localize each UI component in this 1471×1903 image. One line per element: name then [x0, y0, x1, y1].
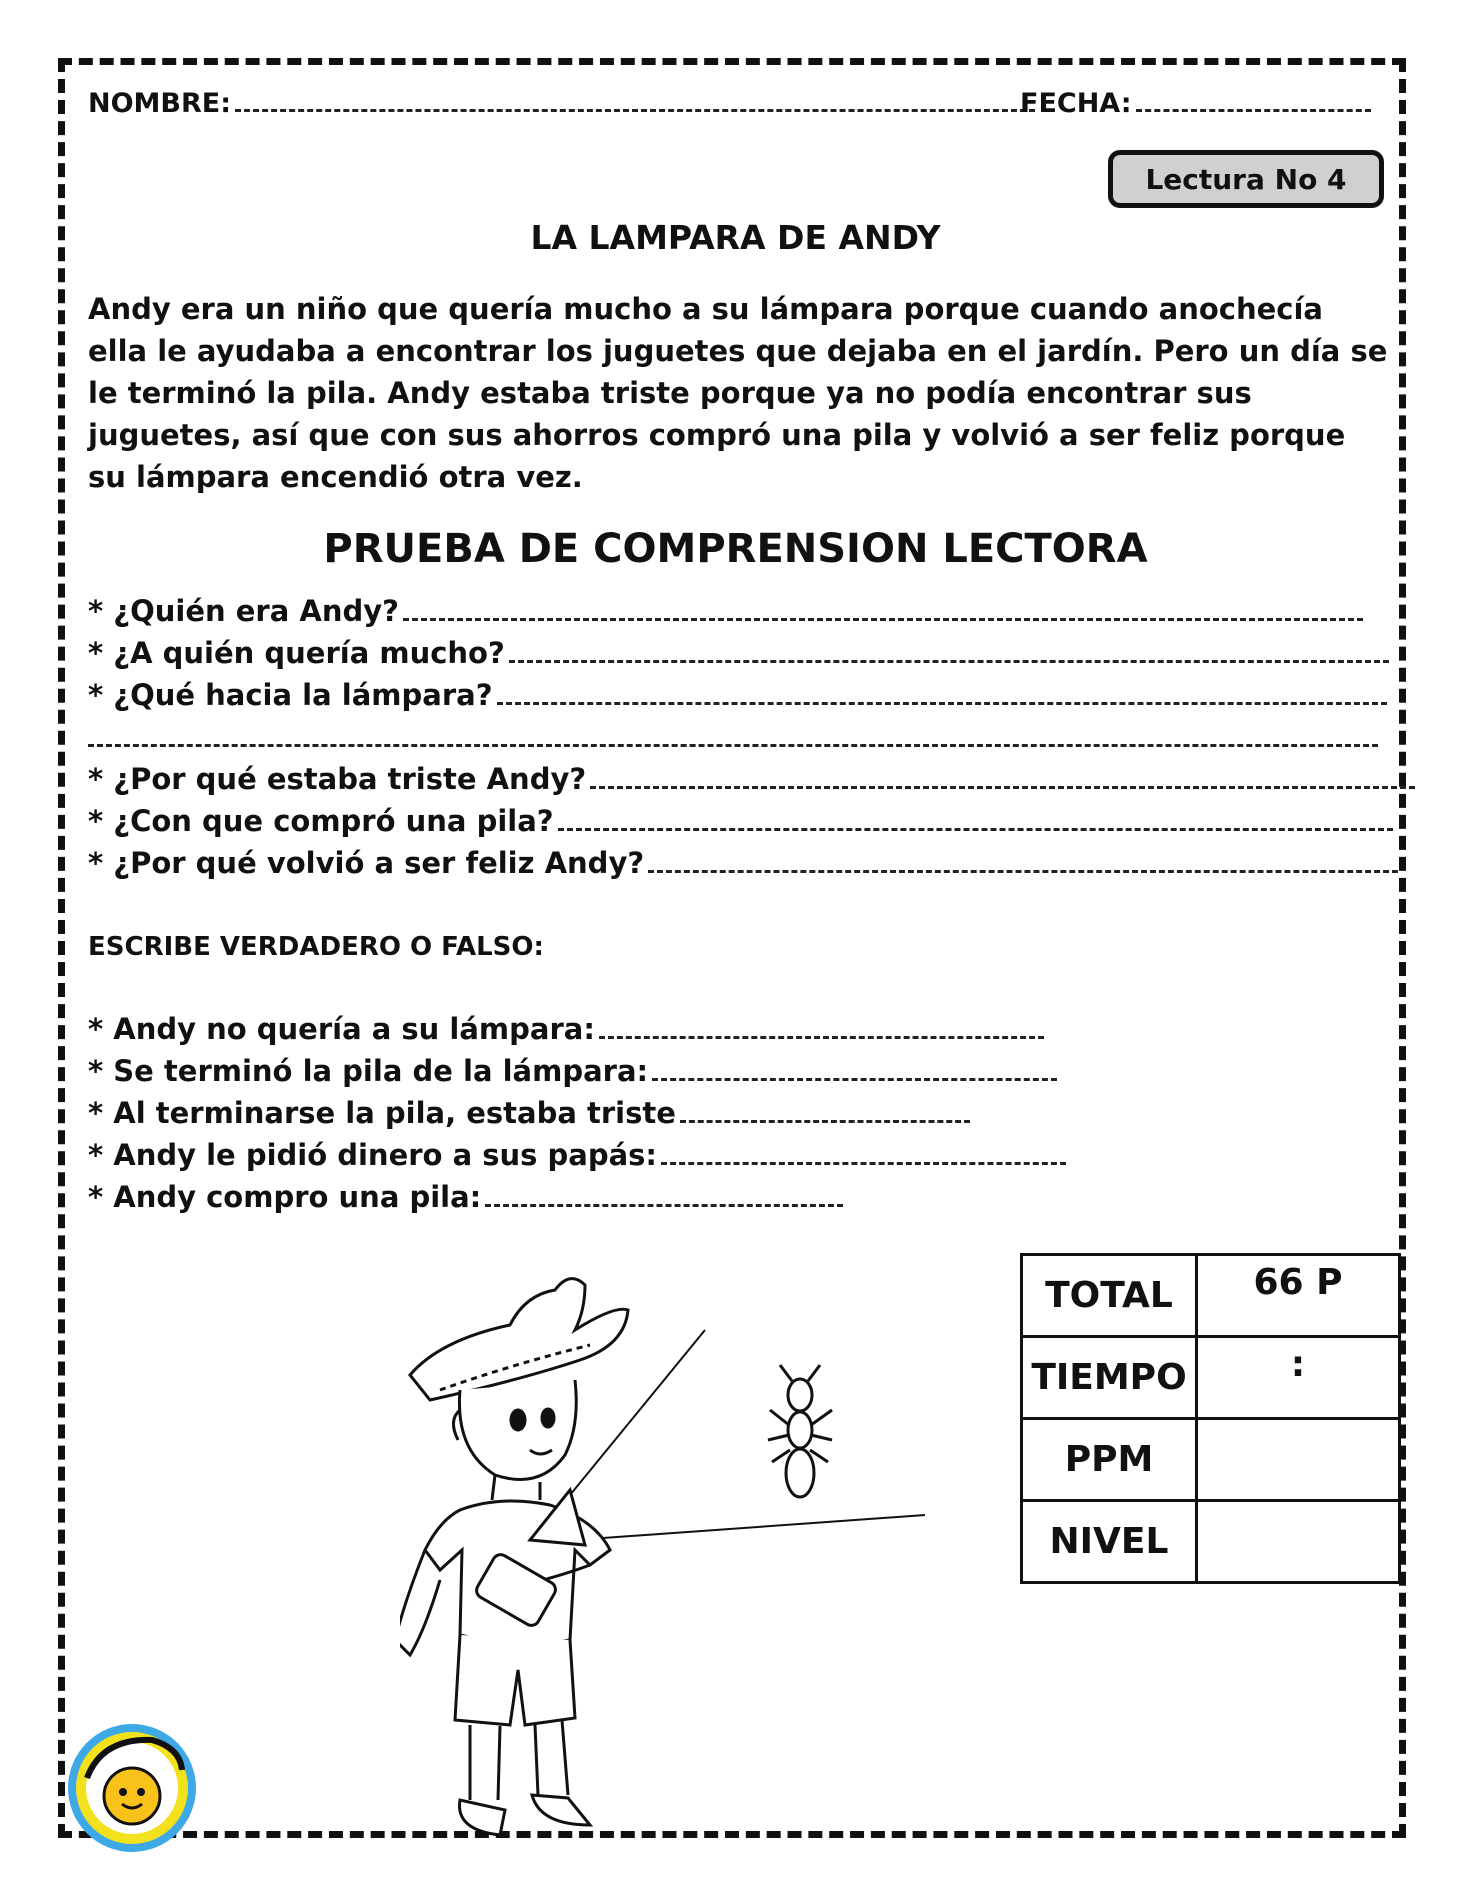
score-table — [1020, 1253, 1401, 1584]
tf-blank[interactable] — [652, 1078, 1057, 1081]
tf-text: * Andy le pidió dinero a sus papás: — [88, 1138, 658, 1172]
story-title: LA LAMPARA DE ANDY — [530, 218, 941, 257]
date-line[interactable] — [1020, 88, 1371, 119]
score-label: PPM — [1022, 1419, 1197, 1501]
name-blank[interactable] — [235, 109, 1035, 112]
bee-logo-icon — [62, 1718, 202, 1858]
question-text: * ¿Quién era Andy? — [88, 594, 399, 628]
answer-line-extra[interactable] — [88, 720, 1378, 754]
tf-item-4[interactable] — [88, 1138, 1066, 1172]
tf-text: * Al terminarse la pila, estaba triste — [88, 1096, 676, 1130]
tf-blank[interactable] — [599, 1036, 1044, 1039]
test-title: PRUEBA DE COMPRENSION LECTORA — [323, 526, 1148, 572]
name-line[interactable] — [88, 88, 1035, 119]
question-2[interactable] — [88, 636, 1389, 670]
tf-text: * Se terminó la pila de la lámpara: — [88, 1054, 649, 1088]
reading-number-badge — [1108, 150, 1384, 208]
answer-blank[interactable] — [590, 786, 1415, 789]
question-text: * ¿Qué hacia la lámpara? — [88, 678, 493, 712]
score-value[interactable]: 66 P — [1197, 1255, 1400, 1337]
question-3[interactable] — [88, 678, 1387, 712]
answer-blank[interactable] — [403, 618, 1363, 621]
score-row-level — [1022, 1501, 1400, 1583]
answer-blank[interactable] — [88, 744, 1378, 747]
tf-blank[interactable] — [680, 1120, 970, 1123]
answer-blank[interactable] — [648, 870, 1398, 873]
score-label: TIEMPO — [1022, 1337, 1197, 1419]
tf-item-2[interactable] — [88, 1054, 1057, 1088]
score-value[interactable] — [1197, 1501, 1400, 1583]
story-text: Andy era un niño que quería mucho a su lámpara porque cuando anochecía ella le ayudaba a encontrar los juguetes que dejaba en el jardín. Pero un día se le terminó la pila. Andy estaba triste porque ya no podía encontrar sus juguetes, así que con sus ahorros compró una pila y volvió a ser feliz porque su lámpara encendió otra vez. — [88, 292, 1388, 494]
answer-blank[interactable] — [497, 702, 1387, 705]
score-value[interactable]: : — [1197, 1337, 1400, 1419]
answer-blank[interactable] — [558, 828, 1393, 831]
tf-blank[interactable] — [485, 1204, 843, 1207]
true-false-heading: ESCRIBE VERDADERO O FALSO: — [88, 932, 544, 962]
score-value[interactable] — [1197, 1419, 1400, 1501]
question-1[interactable] — [88, 594, 1363, 628]
tf-item-3[interactable] — [88, 1096, 970, 1130]
question-text: * ¿Por qué volvió a ser feliz Andy? — [88, 846, 645, 880]
name-label: NOMBRE: — [88, 88, 232, 119]
tf-item-5[interactable] — [88, 1180, 843, 1214]
tf-text: * Andy compro una pila: — [88, 1180, 482, 1214]
question-5[interactable] — [88, 804, 1393, 838]
badge-label: Lectura No 4 — [1145, 162, 1347, 196]
tf-text: * Andy no quería a su lámpara: — [88, 1012, 595, 1046]
score-label: NIVEL — [1022, 1501, 1197, 1583]
question-text: * ¿A quién quería mucho? — [88, 636, 505, 670]
score-label: TOTAL — [1022, 1255, 1197, 1337]
score-row-total — [1022, 1255, 1400, 1337]
score-row-time — [1022, 1337, 1400, 1419]
date-blank[interactable] — [1136, 109, 1371, 112]
question-text: * ¿Por qué estaba triste Andy? — [88, 762, 587, 796]
tf-item-1[interactable] — [88, 1012, 1044, 1046]
score-row-ppm — [1022, 1419, 1400, 1501]
question-4[interactable] — [88, 762, 1415, 796]
question-6[interactable] — [88, 846, 1398, 880]
question-text: * ¿Con que compró una pila? — [88, 804, 554, 838]
tf-blank[interactable] — [661, 1162, 1066, 1165]
answer-blank[interactable] — [509, 660, 1389, 663]
date-label: FECHA: — [1020, 88, 1132, 119]
ant-icon — [768, 1365, 832, 1497]
boy-with-flashlight-illustration — [400, 1250, 960, 1850]
